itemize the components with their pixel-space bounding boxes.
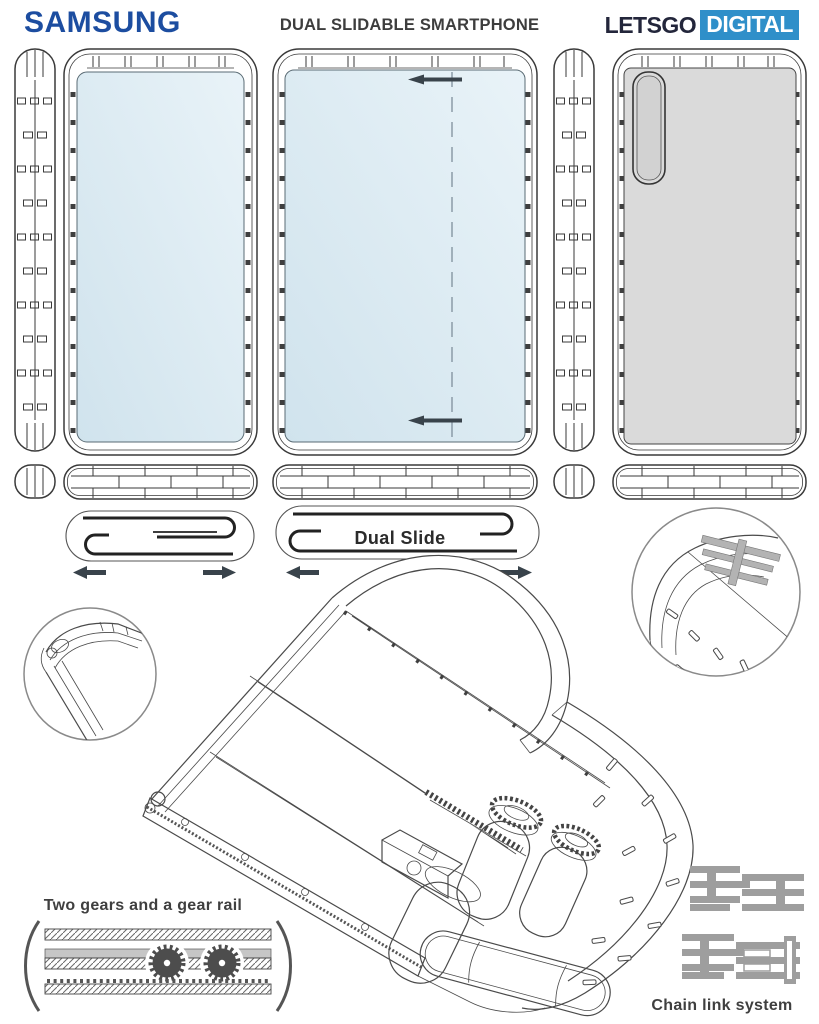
- bottom-edge-view-expanded: [273, 465, 537, 499]
- phone-front-view: [64, 49, 257, 455]
- phone-expanded-view: [273, 49, 537, 455]
- chain-link-figure-2: [682, 934, 800, 984]
- bottom-edge-view-back: [613, 465, 806, 499]
- phone-back-view: [613, 49, 806, 455]
- letsgo-logo-text: LETSGO: [604, 11, 697, 38]
- flexible-display-expanded: [285, 70, 525, 442]
- side-view-strip-right: [554, 49, 594, 451]
- camera-module: [633, 72, 665, 184]
- page-title: DUAL SLIDABLE SMARTPHONE: [279, 16, 540, 34]
- digital-logo-badge: DIGITAL: [700, 10, 799, 40]
- chain-link-figure-1: [690, 866, 804, 911]
- dual-slide-schematic: [276, 506, 539, 559]
- bottom-edge-view-front: [64, 465, 257, 499]
- dual-slide-left-arrow-icon: [286, 566, 319, 579]
- flexible-display-front: [77, 72, 244, 442]
- dual-slide-label: Dual Slide: [354, 528, 446, 548]
- side-view-strip-left: [15, 49, 55, 451]
- chain-figure-label: Chain link system: [651, 997, 793, 1014]
- gears-figure-label: Two gears and a gear rail: [43, 897, 243, 914]
- slide-out-right-arrow-icon: [203, 566, 236, 579]
- gear-rail-figure: [26, 897, 291, 1011]
- single-slide-schematic: [66, 511, 254, 561]
- callout-chain-detail: [632, 508, 805, 706]
- samsung-logo: SAMSUNG: [24, 6, 181, 39]
- side-strip-cap-right: [554, 465, 594, 498]
- slide-out-left-arrow-icon: [73, 566, 106, 579]
- callout-corner-detail: [24, 608, 156, 742]
- side-strip-cap-left: [15, 465, 55, 498]
